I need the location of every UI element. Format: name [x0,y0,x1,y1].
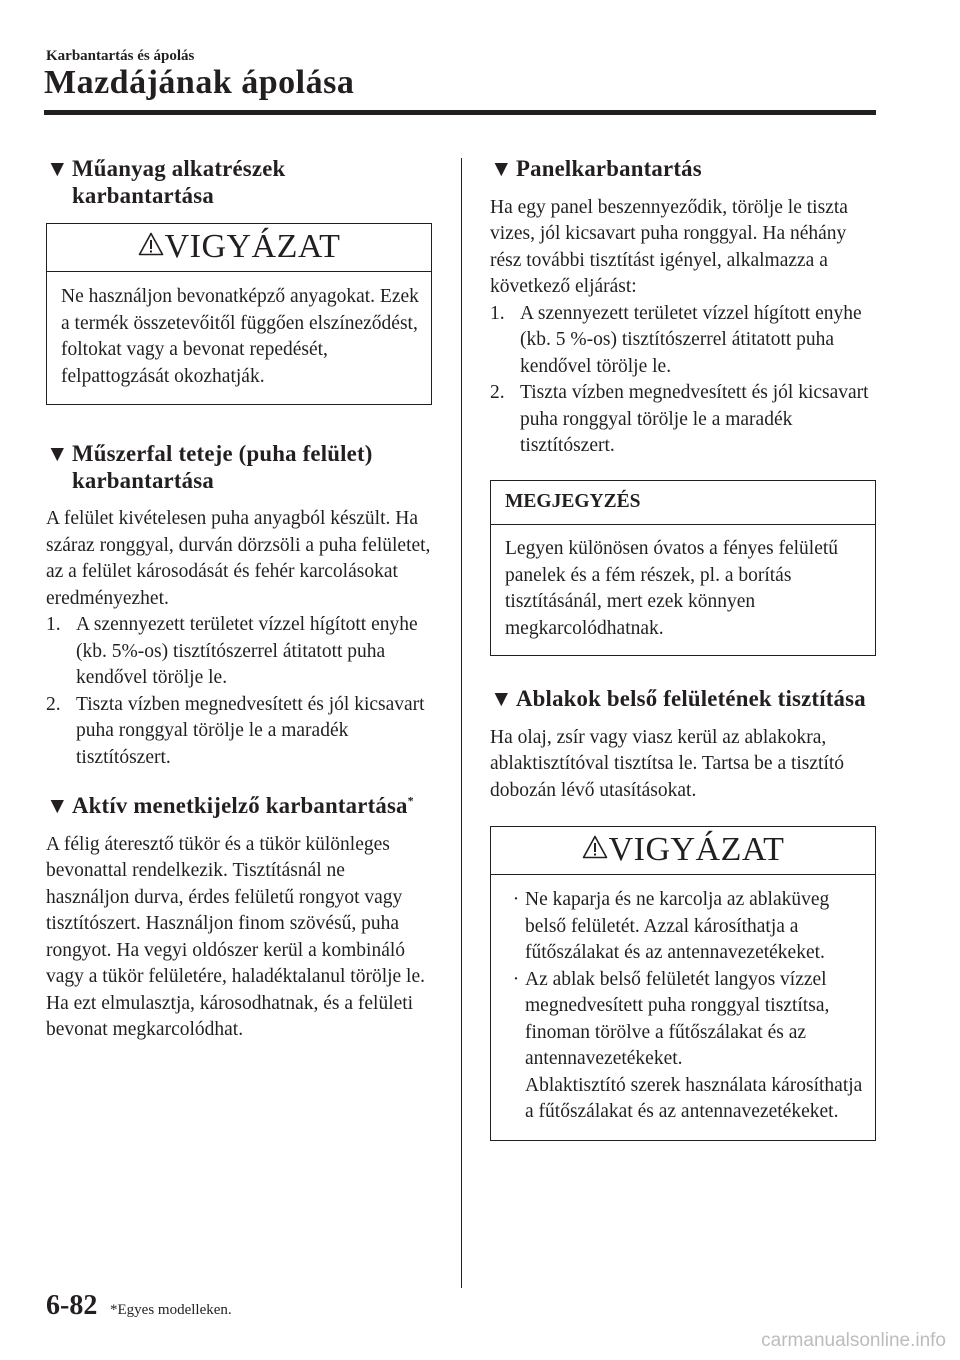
section-heading-active-display [46,793,432,820]
section-heading-text: Panelkarbantartás [516,156,702,181]
list-text: A szennyezett területet vízzel hígított enyhe (kb. 5%-os) tisztítószerrel átitatott puha kendővel törölje le. [76,614,418,688]
left-column [46,156,432,1044]
caution-title-text: VIGYÁZAT [164,228,341,265]
footnote-mark: * [407,793,414,808]
bullet-spacer [507,1073,525,1126]
section-heading-dashboard-top [46,441,432,494]
paragraph: Ha egy panel beszennyeződik, törölje le tiszta vizes, jól kicsavart puha ronggyal. Ha néhány rész további tisztítást igényel, alkalmazza a következő eljárást: [490,196,848,297]
section-heading-text: Aktív menetkijelző karbantartása [72,793,408,818]
list-item [490,380,876,460]
chapter-label: Karbantartás és ápolás [46,48,195,64]
note-text: Legyen különösen óvatos a fényes felületű panelek és a fém részek, pl. a borítás tisztításánál, mert ezek könnyen megkarcolódhatnak. [505,538,839,639]
warning-triangle-icon [582,835,608,859]
note-box [490,480,876,657]
note-title: MEGJEGYZÉS [491,481,875,526]
triangle-marker-icon: ▼ [490,156,513,181]
caution-box [46,223,432,405]
paragraph: A felület kivételesen puha anyagból készült. Ha száraz ronggyal, durván dörzsöli a puha felületet, az a felület károsodását és fehér karcolásokat eredményezhet. [46,508,431,609]
list-text: A szennyezett területet vízzel hígított enyhe (kb. 5 %-os) tisztítószerrel átitatott puha kendővel törölje le. [520,302,862,377]
section-heading-text-wrap [72,793,432,820]
caution-text: Ne használjon bevonatképző anyagokat. Ezek a termék összetevőitől függően elszíneződést, foltokat vagy a bevonat repedését, felpattogzását okozhatják. [61,286,419,387]
page-title: Mazdájának ápolása [44,64,355,101]
list-text: Tiszta vízben megnedvesített és jól kicsavart puha ronggyal törölje le a maradék tisztítószert. [76,693,425,768]
triangle-marker-icon: ▼ [46,793,69,818]
bullet-item [507,887,863,967]
footnote: *Egyes modelleken. [110,1302,232,1318]
section-heading-panel-care [490,156,876,183]
list-number: 1. [490,302,505,324]
bullet-item [507,1073,863,1126]
warning-triangle-icon [138,232,164,256]
column-divider [461,158,462,1288]
triangle-marker-icon: ▼ [490,686,513,711]
section-heading-text: Műszerfal teteje (puha felület) karbantartása [72,441,373,493]
caution-title [47,224,431,272]
list-item [46,612,432,692]
paragraph: Ha olaj, zsír vagy viasz kerül az ablakokra, ablaktisztítóval tisztítsa le. Tartsa be a tisztító dobozán lévő utasításokat. [490,726,845,801]
bullet-text: Ne kaparja és ne karcolja az ablaküveg belső felületét. Azzal károsíthatja a fűtőszálakat és az antennavezetékeket. [525,889,830,963]
section-heading-text: Műanyag alkatrészek karbantartása [72,156,286,208]
list-number: 1. [46,614,61,635]
bullet-text: Az ablak belső felületét langyos vízzel megnedvesített puha ronggyal tisztítsa, finoman törölve a fűtőszálakat és az antennavezetékeket. [525,968,830,1069]
right-column [490,156,876,1141]
bullet-dot-icon: · [512,968,520,990]
header-divider [44,110,876,115]
list-item [46,692,432,772]
numbered-list [490,301,876,460]
bullet-item [507,967,863,1073]
caution-title-text: VIGYÁZAT [608,831,785,868]
caution-title [491,827,875,875]
paragraph: A félig áteresztő tükör és a tükör különleges bevonattal rendelkezik. Tisztításnál ne használjon durva, érdes felületű rongyot vagy tisztítószert. Használjon finom szövésű, puha rongyot. Ha vegyi oldószer kerül a kombináló vagy a tükör felületére, haladéktalanul törölje le. Ha ezt elmulasztja, károsodhatnak, és a felületi bevonat megkarcolódhat. [46,833,426,1040]
bullet-continuation-text: Ablaktisztító szerek használata károsíthatja a fűtőszálakat és az antennavezetékeket. [525,1074,863,1122]
numbered-list [46,612,432,771]
section-heading-window-cleaning [490,686,876,713]
watermark: carmanualsonline.info [761,1330,946,1351]
bullet-dot-icon: · [512,889,520,910]
section-heading-plastic-parts [46,156,432,209]
list-item [490,301,876,381]
list-number: 2. [46,693,61,715]
caution-box [490,826,876,1141]
list-number: 2. [490,382,505,403]
triangle-marker-icon: ▼ [46,441,69,466]
list-text: Tiszta vízben megnedvesített és jól kicsavart puha ronggyal törölje le a maradék tisztítószert. [520,382,869,456]
page-number: 6-82 [46,1290,98,1321]
section-heading-text: Ablakok belső felületének tisztítása [516,686,866,711]
caution-bullets [491,875,875,1140]
triangle-marker-icon: ▼ [46,156,69,181]
